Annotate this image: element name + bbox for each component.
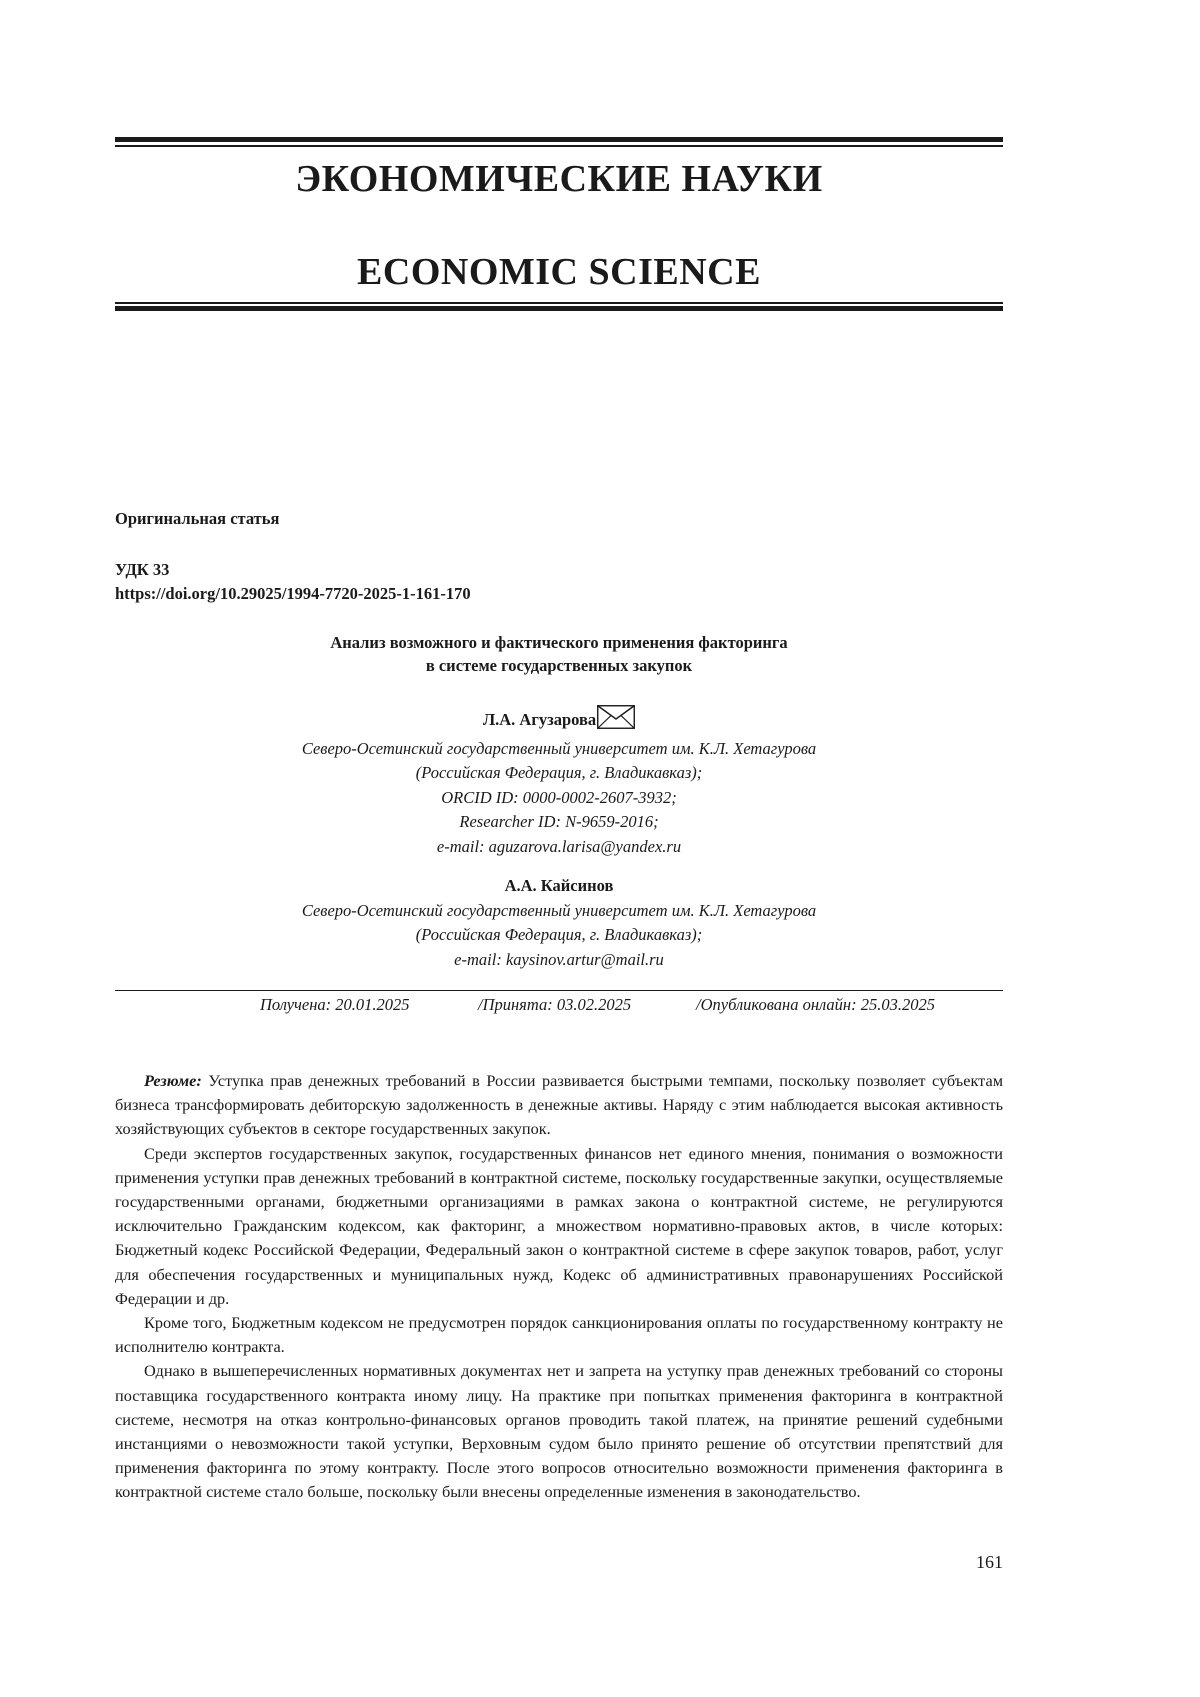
- header-bottom-rule-thin: [115, 302, 1003, 304]
- author-orcid: ORCID ID: 0000-0002-2607-3932;: [441, 787, 677, 807]
- envelope-icon[interactable]: [597, 705, 635, 737]
- header-top-rule-thin: [115, 145, 1003, 147]
- author-block-2: [115, 874, 1003, 972]
- author-name: Л.А. Агузарова: [482, 710, 597, 729]
- udc-code: УДК 33: [115, 560, 170, 579]
- abstract: [115, 1069, 1003, 1505]
- section-title-ru: ЭКОНОМИЧЕСКИЕ НАУКИ: [295, 158, 823, 200]
- header-top-rule: [115, 137, 1003, 142]
- doi-link[interactable]: https://doi.org/10.29025/1994-7720-2025-1-161-170: [115, 584, 471, 603]
- article-title-line2: в системе государственных закупок: [425, 656, 693, 675]
- article-title-line1: Анализ возможного и фактического применения факторинга: [330, 633, 788, 652]
- author-email[interactable]: e-mail: kaysinov.artur@mail.ru: [454, 949, 664, 969]
- abstract-paragraph-4: Однако в вышеперечисленных нормативных документах нет и запрета на уступку прав денежных требований со стороны поставщика государственного контракта иному лицу. На практике при попытках применения факторинга в контрактной системе, несмотря на отказ контрольно-финансовых органов проводить такой платеж, на принятие решений судебными инстанциями о невозможности такой уступки, Верховным судом было принято решение об отсутствии препятствий для применения факторинга по этому контракту. После этого вопросов относительно возможности применения факторинга в контрактной системе стало больше, поскольку были внесены определенные изменения в законодательство.: [115, 1361, 1003, 1502]
- dates-divider: [115, 990, 1003, 991]
- received-date: Получена: 20.01.2025: [260, 995, 410, 1014]
- abstract-paragraph-3: Кроме того, Бюджетным кодексом не предусмотрен порядок санкционирования оплаты по государственному контракту не исполнителю контракта.: [115, 1313, 1003, 1357]
- header-bottom-rule: [115, 306, 1003, 311]
- abstract-text-1: Уступка прав денежных требований в России развивается быстрыми темпами, поскольку позволяет субъектам бизнеса трансформировать дебиторскую задолженность в денежные активы. Наряду с этим наблюдается высокая активность хозяйствующих субъектов в секторе государственных закупок.: [115, 1071, 1003, 1139]
- published-date: /Опубликована онлайн: 25.03.2025: [696, 995, 935, 1014]
- abstract-paragraph-2: Среди экспертов государственных закупок, государственных финансов нет единого мнения, понимания о возможности применения уступки прав денежных требований в контрактной системе, поскольку государственные закупки, осуществляемые государственными органами, бюджетными организациями в рамках закона о контрактной системе, не регулируются исключительно Гражданским кодексом, как факторинг, а множеством нормативно-правовых актов, в числе которых: Бюджетный кодекс Российской Федерации, Федеральный закон о контрактной системе в сфере закупок товаров, работ, услуг для обеспечения государственных и муниципальных нужд, Кодекс об административных правонарушениях Российской Федерации и др.: [115, 1143, 1003, 1308]
- page-number: 161: [976, 1552, 1003, 1572]
- author-name: А.А. Кайсинов: [504, 876, 614, 895]
- author-email[interactable]: e-mail: aguzarova.larisa@yandex.ru: [436, 836, 682, 856]
- accepted-date: /Принята: 03.02.2025: [478, 995, 632, 1014]
- author-affiliation: Северо-Осетинский государственный университет им. К.Л. Хетагурова: [301, 900, 817, 920]
- author-location: (Российская Федерация, г. Владикавказ);: [415, 925, 703, 944]
- author-researcher-id: Researcher ID: N-9659-2016;: [459, 812, 659, 831]
- article-type: Оригинальная статья: [115, 509, 280, 528]
- author-block-1: [115, 705, 1003, 859]
- author-location: (Российская Федерация, г. Владикавказ);: [415, 763, 703, 782]
- article-title: [115, 631, 1003, 677]
- author-affiliation: Северо-Осетинский государственный университет им. К.Л. Хетагурова: [301, 738, 817, 758]
- abstract-label: Резюме:: [144, 1071, 202, 1090]
- section-title-en: ECONOMIC SCIENCE: [357, 251, 761, 293]
- abstract-paragraph-1: [115, 1069, 1003, 1142]
